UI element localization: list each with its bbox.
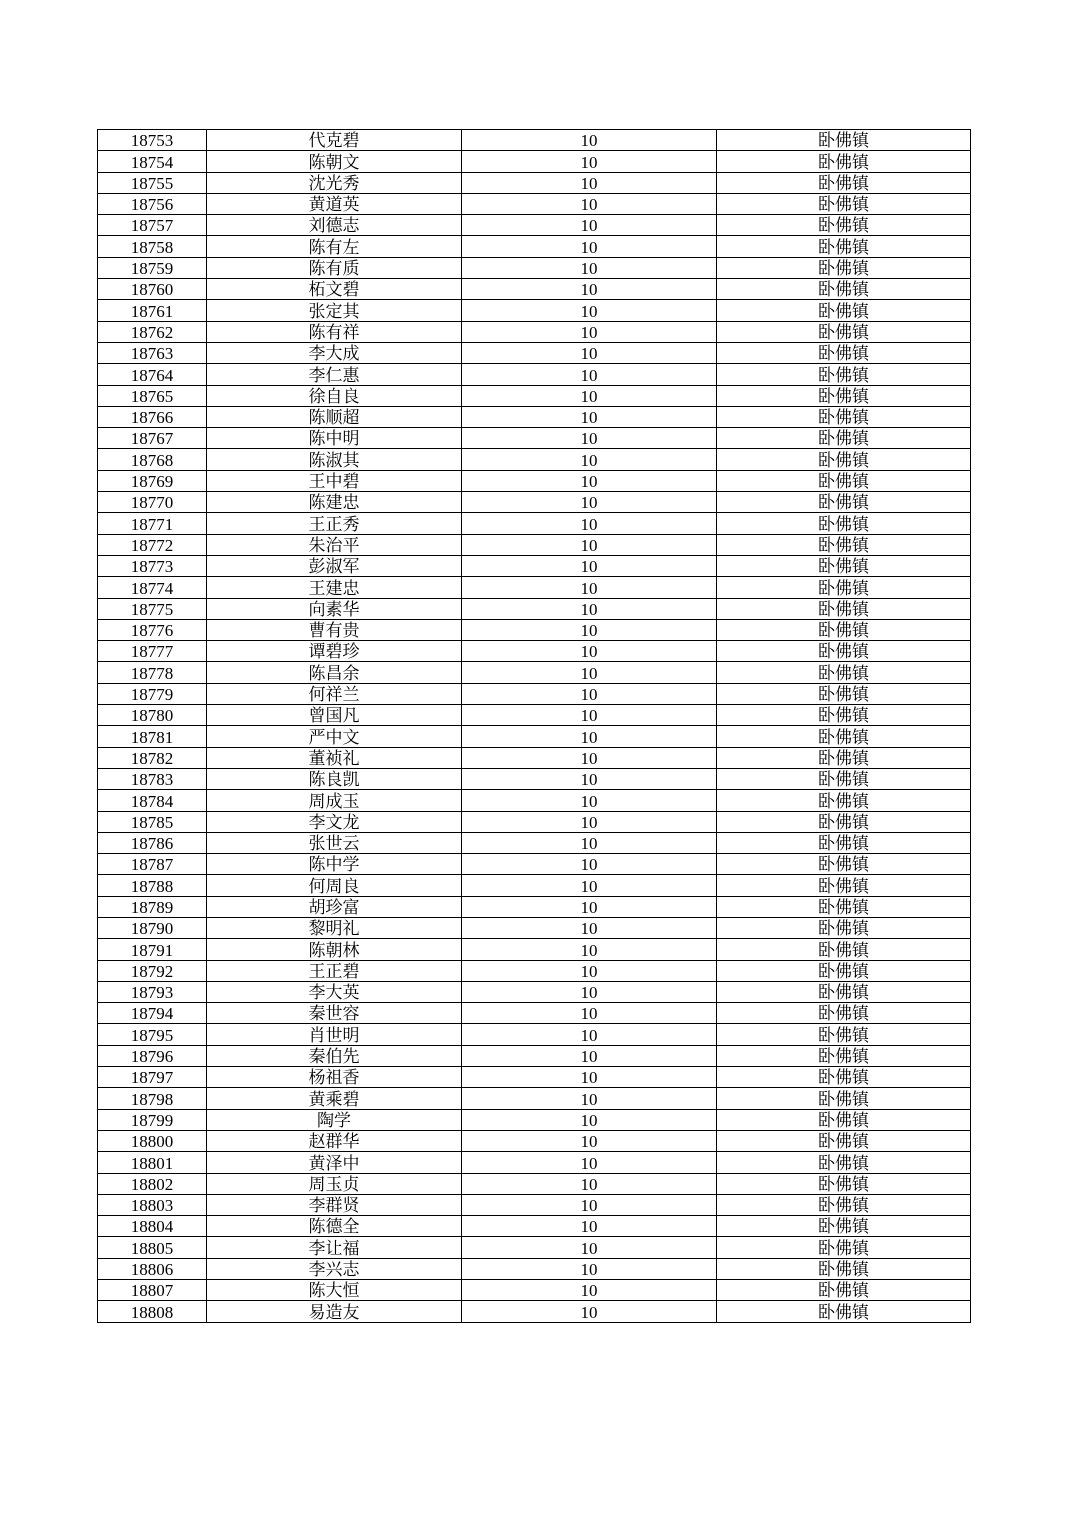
table-row <box>98 1045 971 1066</box>
table-row <box>98 875 971 896</box>
town-cell: 卧佛镇 <box>717 279 971 300</box>
row-number-cell: 18770 <box>98 492 207 513</box>
amount-cell: 10 <box>462 705 717 726</box>
amount-cell: 10 <box>462 1258 717 1279</box>
table-row <box>98 619 971 640</box>
table-row <box>98 492 971 513</box>
town-cell: 卧佛镇 <box>717 917 971 938</box>
amount-cell: 10 <box>462 619 717 640</box>
town-cell: 卧佛镇 <box>717 619 971 640</box>
town-cell: 卧佛镇 <box>717 1216 971 1237</box>
row-number-cell: 18807 <box>98 1280 207 1301</box>
name-cell: 胡珍富 <box>207 896 462 917</box>
name-cell: 李仁惠 <box>207 364 462 385</box>
amount-cell: 10 <box>462 364 717 385</box>
town-cell: 卧佛镇 <box>717 726 971 747</box>
town-cell: 卧佛镇 <box>717 662 971 683</box>
name-cell: 何祥兰 <box>207 683 462 704</box>
table-row <box>98 577 971 598</box>
table-row <box>98 1280 971 1301</box>
amount-cell: 10 <box>462 342 717 363</box>
amount-cell: 10 <box>462 449 717 470</box>
town-cell: 卧佛镇 <box>717 236 971 257</box>
table-row <box>98 428 971 449</box>
data-table <box>97 129 971 1323</box>
town-cell: 卧佛镇 <box>717 1024 971 1045</box>
table-row <box>98 1237 971 1258</box>
amount-cell: 10 <box>462 1301 717 1322</box>
row-number-cell: 18783 <box>98 768 207 789</box>
town-cell: 卧佛镇 <box>717 470 971 491</box>
amount-cell: 10 <box>462 662 717 683</box>
amount-cell: 10 <box>462 917 717 938</box>
amount-cell: 10 <box>462 683 717 704</box>
row-number-cell: 18793 <box>98 981 207 1002</box>
table-row <box>98 1301 971 1322</box>
town-cell: 卧佛镇 <box>717 172 971 193</box>
name-cell: 向素华 <box>207 598 462 619</box>
name-cell: 严中文 <box>207 726 462 747</box>
row-number-cell: 18762 <box>98 321 207 342</box>
amount-cell: 10 <box>462 385 717 406</box>
town-cell: 卧佛镇 <box>717 1003 971 1024</box>
town-cell: 卧佛镇 <box>717 683 971 704</box>
name-cell: 黄乘碧 <box>207 1088 462 1109</box>
amount-cell: 10 <box>462 1280 717 1301</box>
table-row <box>98 342 971 363</box>
town-cell: 卧佛镇 <box>717 1194 971 1215</box>
row-number-cell: 18773 <box>98 555 207 576</box>
table-row <box>98 1152 971 1173</box>
town-cell: 卧佛镇 <box>717 1237 971 1258</box>
row-number-cell: 18755 <box>98 172 207 193</box>
amount-cell: 10 <box>462 811 717 832</box>
name-cell: 谭碧珍 <box>207 641 462 662</box>
row-number-cell: 18788 <box>98 875 207 896</box>
town-cell: 卧佛镇 <box>717 513 971 534</box>
amount-cell: 10 <box>462 768 717 789</box>
row-number-cell: 18774 <box>98 577 207 598</box>
town-cell: 卧佛镇 <box>717 492 971 513</box>
row-number-cell: 18795 <box>98 1024 207 1045</box>
town-cell: 卧佛镇 <box>717 641 971 662</box>
table-row <box>98 1173 971 1194</box>
row-number-cell: 18760 <box>98 279 207 300</box>
town-cell: 卧佛镇 <box>717 896 971 917</box>
name-cell: 陈顺超 <box>207 406 462 427</box>
table-row <box>98 917 971 938</box>
amount-cell: 10 <box>462 939 717 960</box>
amount-cell: 10 <box>462 279 717 300</box>
amount-cell: 10 <box>462 896 717 917</box>
town-cell: 卧佛镇 <box>717 342 971 363</box>
row-number-cell: 18786 <box>98 832 207 853</box>
table-row <box>98 1067 971 1088</box>
table-row <box>98 790 971 811</box>
row-number-cell: 18758 <box>98 236 207 257</box>
amount-cell: 10 <box>462 130 717 151</box>
amount-cell: 10 <box>462 1194 717 1215</box>
table-row <box>98 981 971 1002</box>
row-number-cell: 18765 <box>98 385 207 406</box>
table-row <box>98 811 971 832</box>
name-cell: 黄泽中 <box>207 1152 462 1173</box>
name-cell: 陈中学 <box>207 854 462 875</box>
name-cell: 张定其 <box>207 300 462 321</box>
amount-cell: 10 <box>462 598 717 619</box>
amount-cell: 10 <box>462 1152 717 1173</box>
amount-cell: 10 <box>462 981 717 1002</box>
table-row <box>98 854 971 875</box>
table-row <box>98 662 971 683</box>
table-row <box>98 598 971 619</box>
name-cell: 李兴志 <box>207 1258 462 1279</box>
town-cell: 卧佛镇 <box>717 1173 971 1194</box>
row-number-cell: 18800 <box>98 1130 207 1151</box>
town-cell: 卧佛镇 <box>717 811 971 832</box>
amount-cell: 10 <box>462 726 717 747</box>
table-row <box>98 513 971 534</box>
name-cell: 张世云 <box>207 832 462 853</box>
town-cell: 卧佛镇 <box>717 939 971 960</box>
town-cell: 卧佛镇 <box>717 321 971 342</box>
name-cell: 刘德志 <box>207 215 462 236</box>
row-number-cell: 18792 <box>98 960 207 981</box>
amount-cell: 10 <box>462 1067 717 1088</box>
table-row <box>98 555 971 576</box>
amount-cell: 10 <box>462 215 717 236</box>
row-number-cell: 18782 <box>98 747 207 768</box>
row-number-cell: 18779 <box>98 683 207 704</box>
name-cell: 王中碧 <box>207 470 462 491</box>
amount-cell: 10 <box>462 513 717 534</box>
row-number-cell: 18808 <box>98 1301 207 1322</box>
name-cell: 王正秀 <box>207 513 462 534</box>
name-cell: 陈德全 <box>207 1216 462 1237</box>
table-row <box>98 1258 971 1279</box>
amount-cell: 10 <box>462 747 717 768</box>
name-cell: 陈昌余 <box>207 662 462 683</box>
name-cell: 曾国凡 <box>207 705 462 726</box>
name-cell: 代克碧 <box>207 130 462 151</box>
table-row <box>98 832 971 853</box>
town-cell: 卧佛镇 <box>717 449 971 470</box>
row-number-cell: 18754 <box>98 151 207 172</box>
amount-cell: 10 <box>462 1237 717 1258</box>
row-number-cell: 18798 <box>98 1088 207 1109</box>
amount-cell: 10 <box>462 1216 717 1237</box>
amount-cell: 10 <box>462 1130 717 1151</box>
town-cell: 卧佛镇 <box>717 875 971 896</box>
amount-cell: 10 <box>462 300 717 321</box>
table-row <box>98 193 971 214</box>
table-row <box>98 1024 971 1045</box>
name-cell: 陈有左 <box>207 236 462 257</box>
row-number-cell: 18764 <box>98 364 207 385</box>
town-cell: 卧佛镇 <box>717 555 971 576</box>
name-cell: 沈光秀 <box>207 172 462 193</box>
row-number-cell: 18775 <box>98 598 207 619</box>
table-row <box>98 215 971 236</box>
name-cell: 李大成 <box>207 342 462 363</box>
name-cell: 周玉贞 <box>207 1173 462 1194</box>
town-cell: 卧佛镇 <box>717 747 971 768</box>
table-row <box>98 747 971 768</box>
amount-cell: 10 <box>462 875 717 896</box>
row-number-cell: 18757 <box>98 215 207 236</box>
table-row <box>98 726 971 747</box>
row-number-cell: 18804 <box>98 1216 207 1237</box>
row-number-cell: 18802 <box>98 1173 207 1194</box>
amount-cell: 10 <box>462 257 717 278</box>
name-cell: 陈建忠 <box>207 492 462 513</box>
row-number-cell: 18769 <box>98 470 207 491</box>
row-number-cell: 18796 <box>98 1045 207 1066</box>
amount-cell: 10 <box>462 960 717 981</box>
row-number-cell: 18771 <box>98 513 207 534</box>
table-row <box>98 768 971 789</box>
table-row <box>98 449 971 470</box>
row-number-cell: 18784 <box>98 790 207 811</box>
amount-cell: 10 <box>462 172 717 193</box>
name-cell: 陈有祥 <box>207 321 462 342</box>
row-number-cell: 18778 <box>98 662 207 683</box>
name-cell: 黄道英 <box>207 193 462 214</box>
town-cell: 卧佛镇 <box>717 1152 971 1173</box>
town-cell: 卧佛镇 <box>717 385 971 406</box>
town-cell: 卧佛镇 <box>717 151 971 172</box>
town-cell: 卧佛镇 <box>717 1280 971 1301</box>
row-number-cell: 18789 <box>98 896 207 917</box>
name-cell: 陈朝林 <box>207 939 462 960</box>
amount-cell: 10 <box>462 151 717 172</box>
town-cell: 卧佛镇 <box>717 428 971 449</box>
town-cell: 卧佛镇 <box>717 1067 971 1088</box>
table-row <box>98 236 971 257</box>
table-row <box>98 896 971 917</box>
row-number-cell: 18791 <box>98 939 207 960</box>
row-number-cell: 18767 <box>98 428 207 449</box>
town-cell: 卧佛镇 <box>717 1045 971 1066</box>
name-cell: 李大英 <box>207 981 462 1002</box>
row-number-cell: 18806 <box>98 1258 207 1279</box>
name-cell: 朱治平 <box>207 534 462 555</box>
row-number-cell: 18801 <box>98 1152 207 1173</box>
table-row <box>98 1216 971 1237</box>
table-row <box>98 1194 971 1215</box>
amount-cell: 10 <box>462 854 717 875</box>
town-cell: 卧佛镇 <box>717 300 971 321</box>
row-number-cell: 18768 <box>98 449 207 470</box>
name-cell: 肖世明 <box>207 1024 462 1045</box>
town-cell: 卧佛镇 <box>717 790 971 811</box>
amount-cell: 10 <box>462 236 717 257</box>
amount-cell: 10 <box>462 492 717 513</box>
table-row <box>98 1109 971 1130</box>
table-row <box>98 1003 971 1024</box>
amount-cell: 10 <box>462 1173 717 1194</box>
name-cell: 陈中明 <box>207 428 462 449</box>
name-cell: 董祯礼 <box>207 747 462 768</box>
row-number-cell: 18753 <box>98 130 207 151</box>
name-cell: 李让福 <box>207 1237 462 1258</box>
table-row <box>98 300 971 321</box>
town-cell: 卧佛镇 <box>717 854 971 875</box>
town-cell: 卧佛镇 <box>717 981 971 1002</box>
town-cell: 卧佛镇 <box>717 257 971 278</box>
amount-cell: 10 <box>462 641 717 662</box>
name-cell: 徐自良 <box>207 385 462 406</box>
table-row <box>98 705 971 726</box>
row-number-cell: 18794 <box>98 1003 207 1024</box>
amount-cell: 10 <box>462 1024 717 1045</box>
table-row <box>98 257 971 278</box>
town-cell: 卧佛镇 <box>717 130 971 151</box>
table-row <box>98 641 971 662</box>
row-number-cell: 18776 <box>98 619 207 640</box>
town-cell: 卧佛镇 <box>717 577 971 598</box>
town-cell: 卧佛镇 <box>717 1258 971 1279</box>
row-number-cell: 18777 <box>98 641 207 662</box>
name-cell: 李群贤 <box>207 1194 462 1215</box>
amount-cell: 10 <box>462 1045 717 1066</box>
amount-cell: 10 <box>462 428 717 449</box>
town-cell: 卧佛镇 <box>717 1130 971 1151</box>
row-number-cell: 18763 <box>98 342 207 363</box>
table-row <box>98 960 971 981</box>
name-cell: 曹有贵 <box>207 619 462 640</box>
town-cell: 卧佛镇 <box>717 598 971 619</box>
table-row <box>98 364 971 385</box>
town-cell: 卧佛镇 <box>717 364 971 385</box>
town-cell: 卧佛镇 <box>717 215 971 236</box>
amount-cell: 10 <box>462 555 717 576</box>
name-cell: 陶学 <box>207 1109 462 1130</box>
amount-cell: 10 <box>462 832 717 853</box>
table-row <box>98 151 971 172</box>
row-number-cell: 18780 <box>98 705 207 726</box>
name-cell: 陈有质 <box>207 257 462 278</box>
row-number-cell: 18772 <box>98 534 207 555</box>
town-cell: 卧佛镇 <box>717 768 971 789</box>
town-cell: 卧佛镇 <box>717 832 971 853</box>
table-row <box>98 939 971 960</box>
town-cell: 卧佛镇 <box>717 960 971 981</box>
table-row <box>98 172 971 193</box>
row-number-cell: 18803 <box>98 1194 207 1215</box>
amount-cell: 10 <box>462 577 717 598</box>
amount-cell: 10 <box>462 406 717 427</box>
row-number-cell: 18759 <box>98 257 207 278</box>
row-number-cell: 18785 <box>98 811 207 832</box>
town-cell: 卧佛镇 <box>717 1109 971 1130</box>
name-cell: 彭淑军 <box>207 555 462 576</box>
town-cell: 卧佛镇 <box>717 534 971 555</box>
table-row <box>98 406 971 427</box>
amount-cell: 10 <box>462 790 717 811</box>
name-cell: 易造友 <box>207 1301 462 1322</box>
row-number-cell: 18761 <box>98 300 207 321</box>
name-cell: 柘文碧 <box>207 279 462 300</box>
table-row <box>98 683 971 704</box>
table-row <box>98 385 971 406</box>
table-row <box>98 321 971 342</box>
name-cell: 王建忠 <box>207 577 462 598</box>
name-cell: 陈良凯 <box>207 768 462 789</box>
table-body <box>98 130 971 1323</box>
name-cell: 杨祖香 <box>207 1067 462 1088</box>
town-cell: 卧佛镇 <box>717 406 971 427</box>
amount-cell: 10 <box>462 534 717 555</box>
row-number-cell: 18787 <box>98 854 207 875</box>
amount-cell: 10 <box>462 321 717 342</box>
table-row <box>98 470 971 491</box>
name-cell: 周成玉 <box>207 790 462 811</box>
name-cell: 王正碧 <box>207 960 462 981</box>
table-row <box>98 130 971 151</box>
table-row <box>98 279 971 300</box>
town-cell: 卧佛镇 <box>717 1301 971 1322</box>
name-cell: 陈朝文 <box>207 151 462 172</box>
name-cell: 陈大恒 <box>207 1280 462 1301</box>
table-row <box>98 1088 971 1109</box>
amount-cell: 10 <box>462 470 717 491</box>
town-cell: 卧佛镇 <box>717 1088 971 1109</box>
town-cell: 卧佛镇 <box>717 193 971 214</box>
row-number-cell: 18790 <box>98 917 207 938</box>
amount-cell: 10 <box>462 1003 717 1024</box>
town-cell: 卧佛镇 <box>717 705 971 726</box>
row-number-cell: 18797 <box>98 1067 207 1088</box>
table-row <box>98 1130 971 1151</box>
amount-cell: 10 <box>462 193 717 214</box>
row-number-cell: 18756 <box>98 193 207 214</box>
row-number-cell: 18799 <box>98 1109 207 1130</box>
name-cell: 秦世容 <box>207 1003 462 1024</box>
amount-cell: 10 <box>462 1088 717 1109</box>
row-number-cell: 18781 <box>98 726 207 747</box>
row-number-cell: 18805 <box>98 1237 207 1258</box>
amount-cell: 10 <box>462 1109 717 1130</box>
name-cell: 何周良 <box>207 875 462 896</box>
name-cell: 陈淑其 <box>207 449 462 470</box>
name-cell: 秦伯先 <box>207 1045 462 1066</box>
name-cell: 黎明礼 <box>207 917 462 938</box>
table-row <box>98 534 971 555</box>
name-cell: 赵群华 <box>207 1130 462 1151</box>
row-number-cell: 18766 <box>98 406 207 427</box>
name-cell: 李文龙 <box>207 811 462 832</box>
